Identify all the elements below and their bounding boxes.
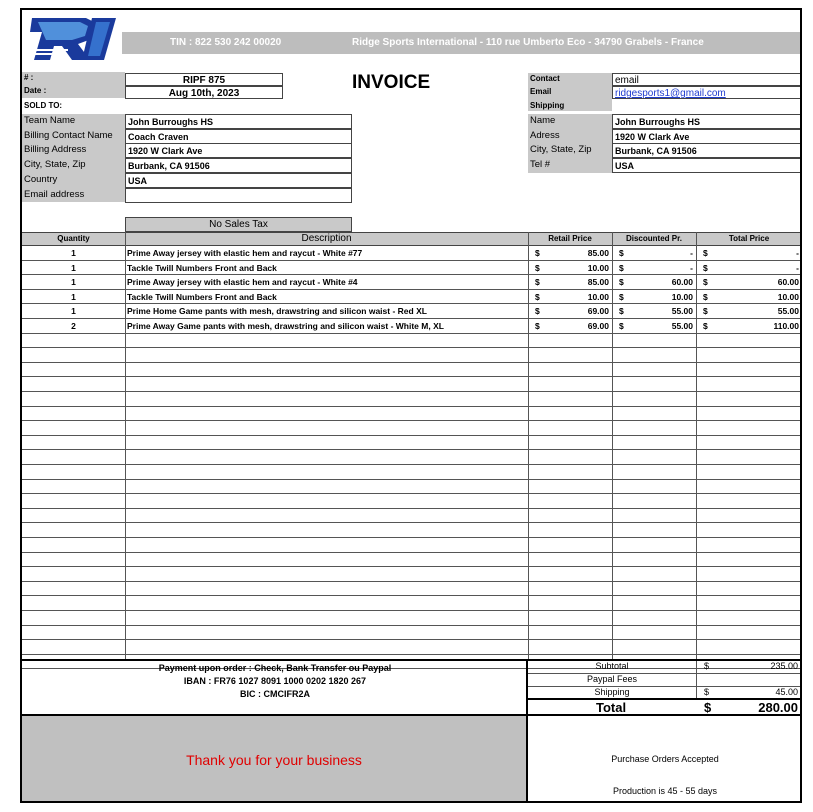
item-quantity: 1 — [71, 291, 76, 302]
table-row — [22, 509, 802, 524]
production-note: Production is 45 - 55 days — [612, 786, 718, 796]
table-row — [22, 553, 802, 568]
table-row — [22, 465, 802, 480]
iban: IBAN : FR76 1027 8091 1000 0202 1820 267 — [183, 676, 367, 686]
email-label: Email — [530, 87, 552, 96]
total-price-header: Total Price — [728, 234, 770, 243]
table-row — [22, 480, 802, 495]
billing-row-label: Email address — [24, 188, 85, 200]
subtotal-value: 235.00 — [770, 661, 798, 671]
billing-row-value — [125, 188, 352, 203]
table-row — [22, 640, 802, 655]
shipping-label: Shipping — [530, 101, 565, 110]
logo-icon — [28, 14, 120, 64]
sold-to-label: SOLD TO: — [24, 101, 63, 110]
shipping-row-label: City, State, Zip — [530, 144, 592, 156]
table-row — [22, 348, 802, 363]
item-total-currency: $ — [703, 291, 708, 302]
item-discounted-price: 55.00 — [671, 306, 693, 317]
item-total-currency: $ — [703, 321, 708, 331]
payment-methods: Payment upon order : Check, Bank Transfer ou Paypal — [158, 663, 392, 673]
totals-col-divider — [696, 661, 697, 698]
table-row — [22, 494, 802, 509]
description-header: Description — [301, 233, 352, 244]
item-discounted-price: 60.00 — [671, 277, 693, 288]
table-row — [22, 436, 802, 451]
billing-row-label: Billing Contact Name — [24, 129, 113, 141]
item-quantity: 1 — [71, 262, 76, 273]
shipping-currency: $ — [704, 687, 710, 697]
item-retail-price: 69.00 — [587, 306, 609, 317]
item-description: Prime Home Game pants with mesh, drawstring and silicon waist - Red XL — [127, 306, 427, 317]
item-retail-currency: $ — [535, 248, 540, 258]
item-discounted-price: - — [690, 262, 693, 273]
table-row — [22, 450, 802, 465]
shipping-fee-value: 45.00 — [775, 687, 798, 697]
payment-info — [22, 659, 528, 714]
contact-value: email — [612, 73, 802, 86]
company-logo — [28, 14, 120, 64]
table-row — [22, 363, 802, 378]
item-quantity: 1 — [71, 306, 76, 317]
thank-you-message: Thank you for your business — [186, 752, 362, 768]
invoice-number-label: # : — [24, 73, 34, 82]
table-row — [22, 523, 802, 538]
table-row — [22, 421, 802, 436]
table-row — [22, 611, 802, 626]
item-discount-currency: $ — [619, 277, 624, 288]
item-total-currency: $ — [703, 277, 708, 288]
item-quantity: 1 — [71, 248, 76, 258]
billing-row-value: USA — [125, 173, 352, 188]
shipping-row-value: USA — [612, 158, 802, 173]
invoice-number-value: RIPF 875 — [125, 73, 283, 86]
subtotal-currency: $ — [704, 661, 710, 671]
col-divider — [696, 232, 697, 659]
item-quantity: 2 — [71, 321, 76, 331]
retail-price-header: Retail Price — [548, 234, 592, 243]
table-row — [22, 538, 802, 553]
shipping-row-label: Name — [530, 115, 556, 126]
total-value: 280.00 — [758, 700, 798, 715]
item-total-price: 60.00 — [777, 277, 799, 288]
item-discounted-price: - — [690, 248, 693, 258]
discounted-price-header: Discounted Pr. — [625, 234, 682, 243]
item-description: Prime Away Game pants with mesh, drawstring and silicon waist - White M, XL — [127, 321, 444, 331]
total-currency: $ — [704, 700, 712, 715]
table-row — [22, 582, 802, 597]
item-retail-currency: $ — [535, 291, 540, 302]
total-label: Total — [596, 700, 627, 715]
table-row — [22, 377, 802, 392]
item-retail-price: 10.00 — [587, 291, 609, 302]
col-divider — [528, 232, 529, 659]
invoice-date-value: Aug 10th, 2023 — [125, 86, 283, 99]
item-description: Prime Away jersey with elastic hem and raycut - White #77 — [127, 248, 363, 258]
totals-box — [528, 659, 802, 714]
item-total-currency: $ — [703, 248, 708, 258]
item-retail-price: 85.00 — [587, 277, 609, 288]
col-divider — [612, 232, 613, 659]
table-row — [22, 596, 802, 611]
item-total-currency: $ — [703, 306, 708, 317]
tax-note: No Sales Tax — [125, 217, 352, 232]
shipping-row-label: Tel # — [530, 159, 551, 171]
table-row — [22, 334, 802, 349]
item-retail-currency: $ — [535, 262, 540, 273]
item-discount-currency: $ — [619, 291, 624, 302]
table-row — [22, 407, 802, 422]
contact-email-link[interactable]: ridgesports1@gmail.com — [612, 86, 802, 99]
shipping-row-value: 1920 W Clark Ave — [612, 129, 802, 144]
item-description: Tackle Twill Numbers Front and Back — [127, 262, 277, 273]
item-retail-currency: $ — [535, 321, 540, 331]
paypal-fees-label: Paypal Fees — [586, 674, 638, 684]
item-total-price: - — [796, 262, 799, 273]
shipping-fee-label: Shipping — [594, 687, 630, 697]
item-total-price: 55.00 — [777, 306, 799, 317]
col-divider — [125, 232, 126, 659]
billing-row-label: Country — [24, 173, 58, 185]
item-total-currency: $ — [703, 262, 708, 273]
item-discounted-price: 55.00 — [671, 321, 693, 331]
invoice-title: INVOICE — [352, 72, 431, 93]
purchase-orders-note: Purchase Orders Accepted — [611, 754, 719, 764]
quantity-header: Quantity — [57, 234, 90, 243]
item-total-price: 110.00 — [773, 321, 799, 331]
subtotal-label: Subtotal — [595, 661, 629, 671]
item-discount-currency: $ — [619, 262, 624, 273]
thank-you-panel — [22, 714, 528, 803]
company-address: Ridge Sports International - 110 rue Umberto Eco - 34790 Grabels - France — [352, 37, 704, 48]
item-retail-currency: $ — [535, 306, 540, 317]
item-description: Tackle Twill Numbers Front and Back — [127, 291, 277, 302]
table-row — [22, 626, 802, 641]
item-discount-currency: $ — [619, 321, 624, 331]
item-discounted-price: 10.00 — [671, 291, 693, 302]
item-quantity: 1 — [71, 277, 76, 288]
invoice-date-label: Date : — [24, 86, 47, 95]
tin-number: TIN : 822 530 242 00020 — [170, 37, 282, 48]
item-discount-currency: $ — [619, 248, 624, 258]
billing-row-label: City, State, Zip — [24, 159, 86, 171]
item-retail-price: 85.00 — [587, 248, 609, 258]
company-header-bar — [122, 32, 802, 54]
billing-row-value: Burbank, CA 91506 — [125, 158, 352, 173]
notes-panel — [528, 714, 802, 803]
contact-label: Contact — [530, 74, 560, 83]
shipping-row-label: Adress — [530, 129, 560, 141]
item-discount-currency: $ — [619, 306, 624, 317]
item-retail-currency: $ — [535, 277, 540, 288]
shipping-row-value: Burbank, CA 91506 — [612, 143, 802, 158]
billing-row-value: Coach Craven — [125, 129, 352, 144]
item-retail-price: 69.00 — [587, 321, 609, 331]
billing-row-value: John Burroughs HS — [125, 114, 352, 129]
item-description: Prime Away jersey with elastic hem and raycut - White #4 — [127, 277, 358, 288]
billing-row-label: Team Name — [24, 115, 76, 126]
item-retail-price: 10.00 — [587, 262, 609, 273]
item-total-price: - — [796, 248, 799, 258]
shipping-row-value: John Burroughs HS — [612, 114, 802, 129]
table-row — [22, 392, 802, 407]
item-total-price: 10.00 — [777, 291, 799, 302]
invoice-sheet — [20, 8, 802, 803]
bic: BIC : CMCIFR2A — [240, 689, 310, 699]
table-row — [22, 567, 802, 582]
billing-row-value: 1920 W Clark Ave — [125, 143, 352, 158]
billing-row-label: Billing Address — [24, 144, 87, 156]
